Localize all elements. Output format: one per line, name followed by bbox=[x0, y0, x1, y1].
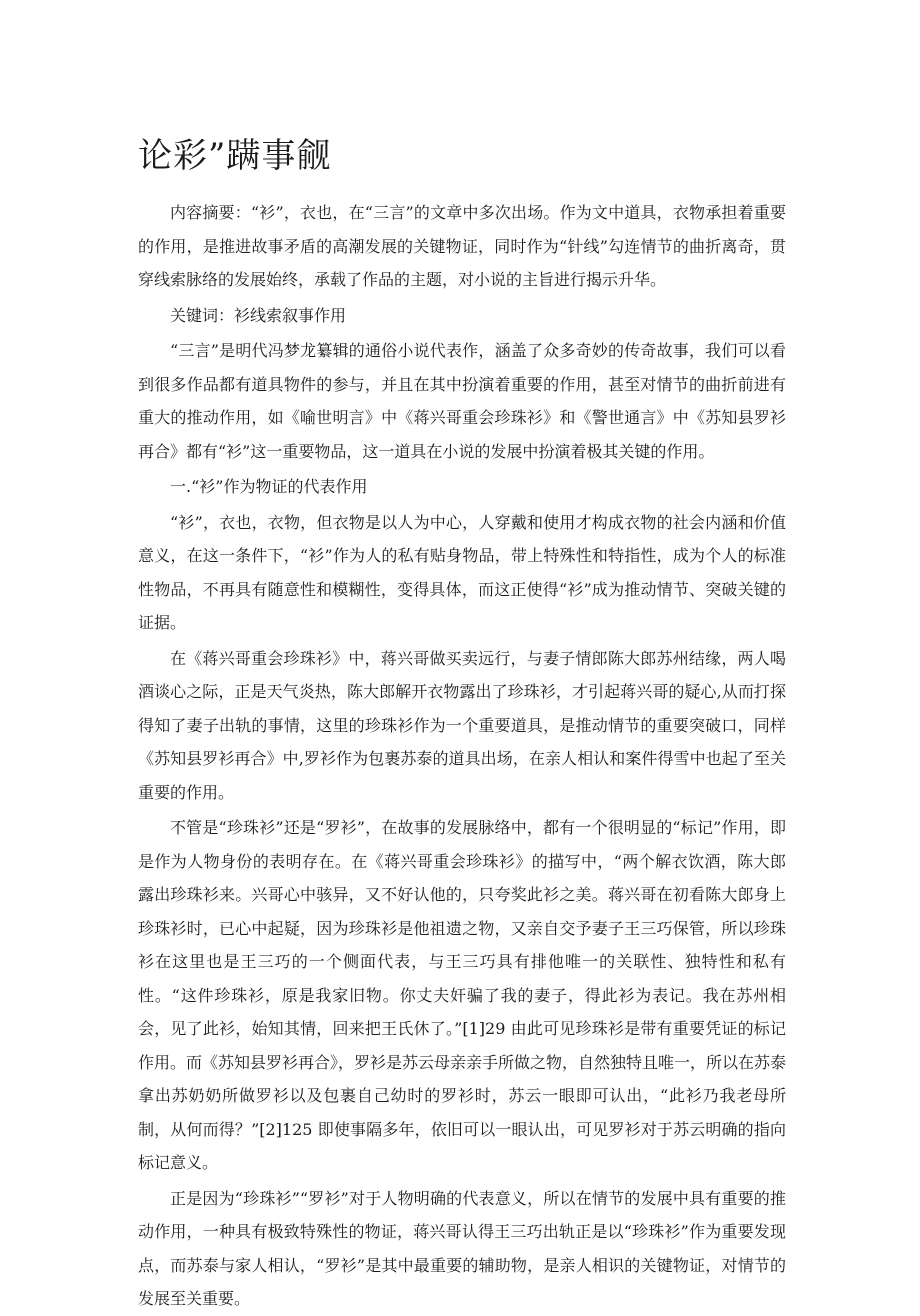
body-paragraph: 在《蒋兴哥重会珍珠衫》中，蒋兴哥做买卖远行，与妻子情郎陈大郎苏州结缘，两人喝酒谈心之际，正是天气炎热，陈大郎解开衣物露出了珍珠衫，才引起蒋兴哥的疑心,从而打探得知了妻子出轨的事情，这里的珍珠衫作为一个重要道具，是推动情节的重要突破口，同样《苏知县罗衫再合》中,罗衫作为包裹苏泰的道具出场，在亲人相认和案件得雪中也起了至关重要的作用。 bbox=[138, 648, 786, 802]
abstract-paragraph: 内容摘要：“衫”，衣也，在“三言”的文章中多次出场。作为文中道具，衣物承担着重要的作用，是推进故事矛盾的高潮发展的关键物证，同时作为“针线”勾连情节的曲折离奇，贯穿线索脉络的发展始终，承载了作品的主题，对小说的主旨进行揭示升华。 bbox=[138, 203, 786, 289]
document-body bbox=[138, 196, 786, 1316]
body-paragraph: “衫”，衣也，衣物，但衣物是以人为中心，人穿戴和使用才构成衣物的社会内涵和价值意义，在这一条件下，“衫”作为人的私有贴身物品，带上特殊性和特指性，成为个人的标准性物品，不再具有随意性和模糊性，变得具体，而这正使得“衫”成为推动情节、突破关键的证据。 bbox=[138, 512, 786, 632]
keywords-paragraph: 关键词：衫线索叙事作用 bbox=[170, 305, 347, 325]
body-paragraph: 不管是“珍珠衫”还是“罗衫”，在故事的发展脉络中，都有一个很明显的“标记”作用，即是作为人物身份的表明存在。在《蒋兴哥重会珍珠衫》的描写中，“两个解衣饮酒，陈大郎露出珍珠衫来。兴哥心中骇异，又不好认他的，只夸奖此衫之美。蒋兴哥在初看陈大郎身上珍珠衫时，已心中起疑，因为珍珠衫是他祖遗之物，又亲自交予妻子王三巧保管，所以珍珠衫在这里也是王三巧的一个侧面代表，与王三巧具有排他唯一的关联性、独特性和私有性。“这件珍珠衫，原是我家旧物。你丈夫奸骗了我的妻子，得此衫为表记。我在苏州相会，见了此衫，始知其情，回来把王氏休了。”[1]29 由此可见珍珠衫是带有重要凭证的标记作用。而《苏知县罗衫再合》，罗衫是苏云母亲亲手所做之物，自然独特且唯一，所以在苏泰拿出苏奶奶所做罗衫以及包裹自己幼时的罗衫时，苏云一眼即可认出，“此衫乃我老母所制，从何而得？”[2]125 即使事隔多年，依旧可以一眼认出，可见罗衫对于苏云明确的指向标记意义。 bbox=[138, 818, 787, 1172]
intro-paragraph: “三言”是明代冯梦龙纂辑的通俗小说代表作，涵盖了众多奇妙的传奇故事，我们可以看到很多作品都有道具物件的参与，并且在其中扮演着重要的作用，甚至对情节的曲折前进有重大的推动作用，如《喻世明言》中《蒋兴哥重会珍珠衫》和《警世通言》中《苏知县罗衫再合》都有“衫”这一重要物品，这一道具在小说的发展中扮演着极其关键的作用。 bbox=[138, 341, 786, 461]
section-heading: 一.“衫”作为物证的代表作用 bbox=[170, 477, 368, 496]
document-title: 论彩”蹒事觎 bbox=[138, 136, 332, 176]
body-paragraph: 正是因为“珍珠衫”“罗衫”对于人物明确的代表意义，所以在情节的发展中具有重要的推动作用，一种具有极致特殊性的物证，蒋兴哥认得王三巧出轨正是以“珍珠衫”作为重要发现点，而苏泰与家人相认，“罗衫”是其中最重要的辅助物，是亲人相识的关键物证，对情节的发展至关重要。 bbox=[138, 1188, 786, 1308]
